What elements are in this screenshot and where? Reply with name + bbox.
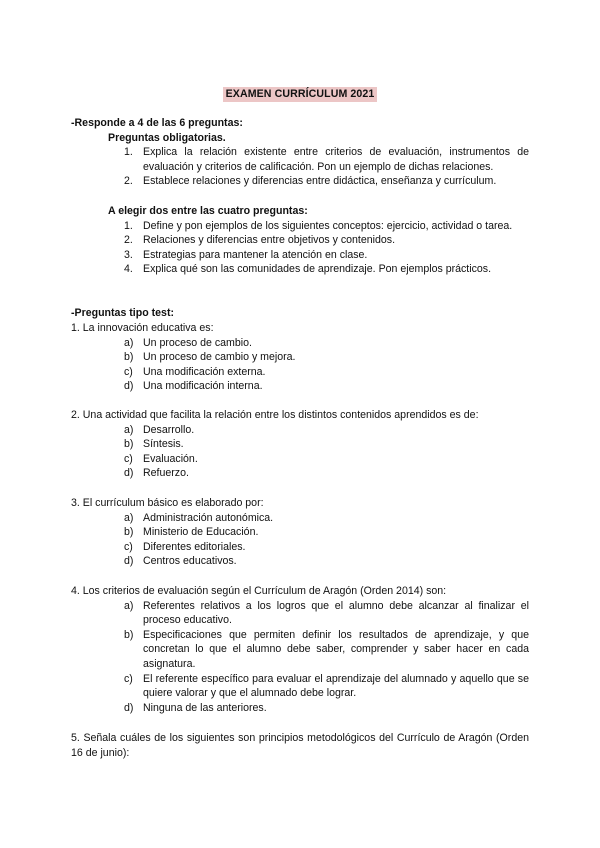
option-letter: b) xyxy=(124,351,134,364)
option-text: El referente específico para evaluar el aprendizaje del alumnado y aquello que se quiere valorar y que el alumnado debe lograr. xyxy=(143,672,529,700)
option-text: Una modificación interna. xyxy=(143,380,263,393)
question-text: 2. Una actividad que facilita la relación entre los distintos contenidos aprendidos es de: xyxy=(71,409,479,421)
item-text: Explica la relación existente entre criterios de evaluación, instrumentos de evaluación y criterios de calificación. Pon un ejemplo de dichas relaciones. xyxy=(143,146,529,173)
question-text: 5. Señala cuáles de los siguientes son principios metodológicos del Currículo de Aragón (Orden 16 de junio): xyxy=(71,732,529,759)
option-letter: b) xyxy=(124,628,134,641)
options-list xyxy=(71,599,529,716)
option-item xyxy=(71,336,529,351)
option-letter: d) xyxy=(124,701,134,714)
question-text: 4. Los criterios de evaluación según el Currículum de Aragón (Orden 2014) son: xyxy=(71,585,447,597)
test-question-4 xyxy=(71,584,529,715)
option-text: Una modificación externa. xyxy=(143,365,266,378)
test-question-2 xyxy=(71,408,529,481)
mandatory-heading: Preguntas obligatorias. xyxy=(108,131,226,144)
option-item xyxy=(71,452,529,467)
item-text: Relaciones y diferencias entre objetivos y contenidos. xyxy=(143,234,396,247)
option-text: Un proceso de cambio y mejora. xyxy=(143,351,296,364)
test-question-5 xyxy=(71,731,529,760)
item-number: 4. xyxy=(124,263,133,276)
item-number: 1. xyxy=(124,219,133,232)
list-item xyxy=(71,262,529,277)
option-letter: a) xyxy=(124,423,134,436)
option-letter: a) xyxy=(124,599,134,612)
option-letter: c) xyxy=(124,365,133,378)
option-item xyxy=(71,525,529,540)
option-text: Un proceso de cambio. xyxy=(143,336,252,349)
item-text: Explica qué son las comunidades de aprendizaje. Pon ejemplos prácticos. xyxy=(143,263,492,276)
option-text: Síntesis. xyxy=(143,438,184,451)
option-text: Diferentes editoriales. xyxy=(143,540,246,553)
option-text: Especificaciones que permiten definir los resultados de aprendizaje, y que concretan lo que el alumno debe saber, comprender y saber hacer en cada asignatura. xyxy=(143,628,529,670)
options-list xyxy=(71,511,529,569)
list-item xyxy=(71,174,529,189)
option-text: Administración autonómica. xyxy=(143,511,274,524)
list-item xyxy=(71,248,529,263)
option-item xyxy=(71,701,529,716)
item-number: 1. xyxy=(124,146,133,159)
item-number: 2. xyxy=(124,175,133,188)
exam-title: EXAMEN CURRÍCULUM 2021 xyxy=(223,87,378,102)
item-number: 3. xyxy=(124,248,133,261)
optional-heading: A elegir dos entre las cuatro preguntas: xyxy=(108,205,308,217)
options-list xyxy=(71,336,529,394)
option-letter: c) xyxy=(124,672,133,685)
options-list xyxy=(71,423,529,481)
question-text: 1. La innovación educativa es: xyxy=(71,322,214,334)
list-item xyxy=(71,233,529,248)
option-letter: d) xyxy=(124,380,134,393)
option-letter: b) xyxy=(124,438,134,451)
option-text: Ninguna de las anteriores. xyxy=(143,701,267,714)
option-item xyxy=(71,540,529,555)
item-text: Estrategias para mantener la atención en clase. xyxy=(143,248,368,261)
instruction-text: -Responde a 4 de las 6 preguntas: xyxy=(71,117,243,129)
option-text: Desarrollo. xyxy=(143,423,195,436)
option-item xyxy=(71,379,529,394)
option-item xyxy=(71,437,529,452)
option-item xyxy=(71,672,529,701)
option-item xyxy=(71,554,529,569)
option-letter: d) xyxy=(124,467,134,480)
test-question-3 xyxy=(71,496,529,569)
option-item xyxy=(71,466,529,481)
list-item xyxy=(71,219,529,234)
option-letter: a) xyxy=(124,511,134,524)
question-text: 3. El currículum básico es elaborado por: xyxy=(71,497,264,509)
option-item xyxy=(71,350,529,365)
optional-list xyxy=(71,219,529,277)
item-number: 2. xyxy=(124,234,133,247)
option-item xyxy=(71,511,529,526)
option-text: Referentes relativos a los logros que el alumno debe alcanzar al finalizar el proceso educativo. xyxy=(143,599,529,627)
mandatory-list xyxy=(71,145,529,189)
option-text: Evaluación. xyxy=(143,452,198,465)
test-heading-block xyxy=(71,306,529,321)
option-item xyxy=(71,628,529,672)
option-letter: c) xyxy=(124,452,133,465)
option-item xyxy=(71,423,529,438)
option-letter: c) xyxy=(124,540,133,553)
option-text: Refuerzo. xyxy=(143,467,189,480)
title-row xyxy=(0,87,600,102)
item-text: Establece relaciones y diferencias entre didáctica, enseñanza y currículum. xyxy=(143,175,497,188)
test-heading: -Preguntas tipo test: xyxy=(71,307,174,319)
option-text: Ministerio de Educación. xyxy=(143,526,259,539)
option-item xyxy=(71,599,529,628)
option-text: Centros educativos. xyxy=(143,555,237,568)
option-letter: a) xyxy=(124,336,134,349)
option-letter: b) xyxy=(124,526,134,539)
option-letter: d) xyxy=(124,555,134,568)
optional-questions-section xyxy=(71,204,529,277)
list-item xyxy=(71,145,529,174)
open-questions-section xyxy=(71,116,529,189)
option-item xyxy=(71,365,529,380)
item-text: Define y pon ejemplos de los siguientes conceptos: ejercicio, actividad o tarea. xyxy=(143,219,513,232)
test-question-1 xyxy=(71,321,529,394)
